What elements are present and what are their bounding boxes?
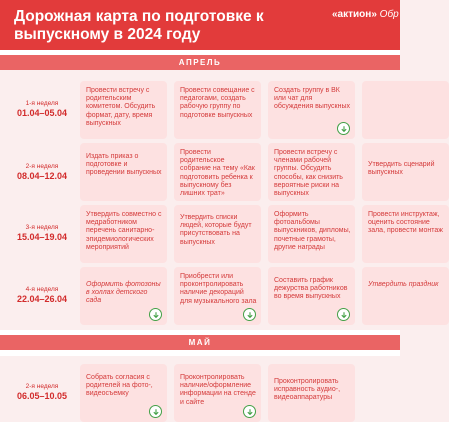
task-text: Утвердить сценарий выпускных	[368, 161, 435, 177]
task-text: Составить график дежурства работников во время выпускных	[274, 277, 348, 301]
task-card	[362, 205, 449, 263]
check-circle-icon[interactable]	[243, 405, 256, 418]
task-card	[362, 81, 449, 139]
task-card	[362, 267, 449, 325]
brand-suffix: Обр	[379, 9, 399, 20]
week-label	[4, 286, 80, 305]
task-text: Провести родительское собрание на тему «Как подготовить ребенка к выпускному без лишних трат»	[180, 149, 255, 198]
task-text: Утвердить совместно с медработником перечень санитарно-эпидемиологических мероприятий	[86, 211, 162, 251]
week-dates: 06.05–10.05	[16, 391, 68, 401]
brand-name: «актион»	[332, 9, 377, 20]
week-label	[4, 163, 80, 182]
week-number: 4-я неделя	[25, 286, 59, 293]
task-text: Утвердить праздник	[368, 281, 439, 288]
task-card	[268, 143, 355, 201]
task-card	[174, 81, 261, 139]
task-card	[174, 364, 261, 422]
task-text: Проконтролировать исправность аудио-, видеоаппаратуры	[274, 378, 341, 402]
page-header	[0, 0, 400, 50]
check-circle-icon[interactable]	[337, 308, 350, 321]
week-number: 2-я неделя	[25, 163, 59, 170]
spacer	[0, 350, 400, 356]
check-circle-icon[interactable]	[243, 308, 256, 321]
task-card	[268, 267, 355, 325]
task-text: Издать приказ о подготовке и проведении выпускных	[86, 153, 162, 177]
week-label	[4, 383, 80, 402]
month-april: АПРЕЛЬ	[0, 55, 400, 70]
week-number: 3-я неделя	[25, 224, 59, 231]
task-text: Утвердить списки людей, которые будут присутствовать на выпускных	[180, 214, 252, 246]
week-dates: 15.04–19.04	[16, 232, 68, 242]
week-dates: 08.04–12.04	[16, 171, 68, 181]
check-circle-icon[interactable]	[337, 122, 350, 135]
task-card	[80, 364, 167, 422]
task-text: Проконтролировать наличие/оформление информации на стенде и сайте	[180, 374, 256, 406]
task-text: Провести инструктаж, оценить состояние зала, провести монтаж	[368, 211, 443, 235]
week-number: 2-я неделя	[25, 383, 59, 390]
task-text: Провести встречу с членами рабочей группы. Обсудить способы, как снизить вероятные риски на выпускных	[274, 149, 343, 198]
task-text: Создать группу в ВК или чат для обсуждения выпускных	[274, 87, 350, 111]
task-card	[80, 143, 167, 201]
week-dates: 01.04–05.04	[16, 108, 68, 118]
task-text: Оформить фотозоны в холлах детского сада	[86, 281, 161, 305]
task-text: Оформить фотоальбомы выпускников, дипломы, почетные грамоты, другие награды	[274, 211, 351, 251]
check-circle-icon[interactable]	[149, 405, 162, 418]
week-label	[4, 100, 80, 119]
week-number: 1-я неделя	[25, 100, 59, 107]
task-text: Приобрести или проконтролировать наличие декораций для музыкального зала	[180, 273, 257, 305]
task-card	[268, 205, 355, 263]
task-card	[362, 143, 449, 201]
task-card	[174, 267, 261, 325]
brand-logo	[332, 9, 399, 20]
task-card	[268, 81, 355, 139]
task-card	[268, 364, 355, 422]
task-text: Провести встречу с родительским комитетом. Обсудить формат, дату, время выпускных	[86, 87, 156, 127]
task-card	[80, 81, 167, 139]
week-label	[4, 224, 80, 243]
week-dates: 22.04–26.04	[16, 294, 68, 304]
task-card	[80, 267, 167, 325]
task-text: Провести совещание с педагогами, создать рабочую группу по подготовке выпускных	[180, 87, 255, 119]
task-text: Собрать согласия с родителей на фото-, видеосъемку	[86, 374, 153, 398]
page-title: Дорожная карта по подготовке к выпускному в 2024 году	[14, 8, 264, 43]
month-may: МАЙ	[0, 335, 400, 350]
task-card	[174, 143, 261, 201]
check-circle-icon[interactable]	[149, 308, 162, 321]
task-card	[174, 205, 261, 263]
task-card	[80, 205, 167, 263]
